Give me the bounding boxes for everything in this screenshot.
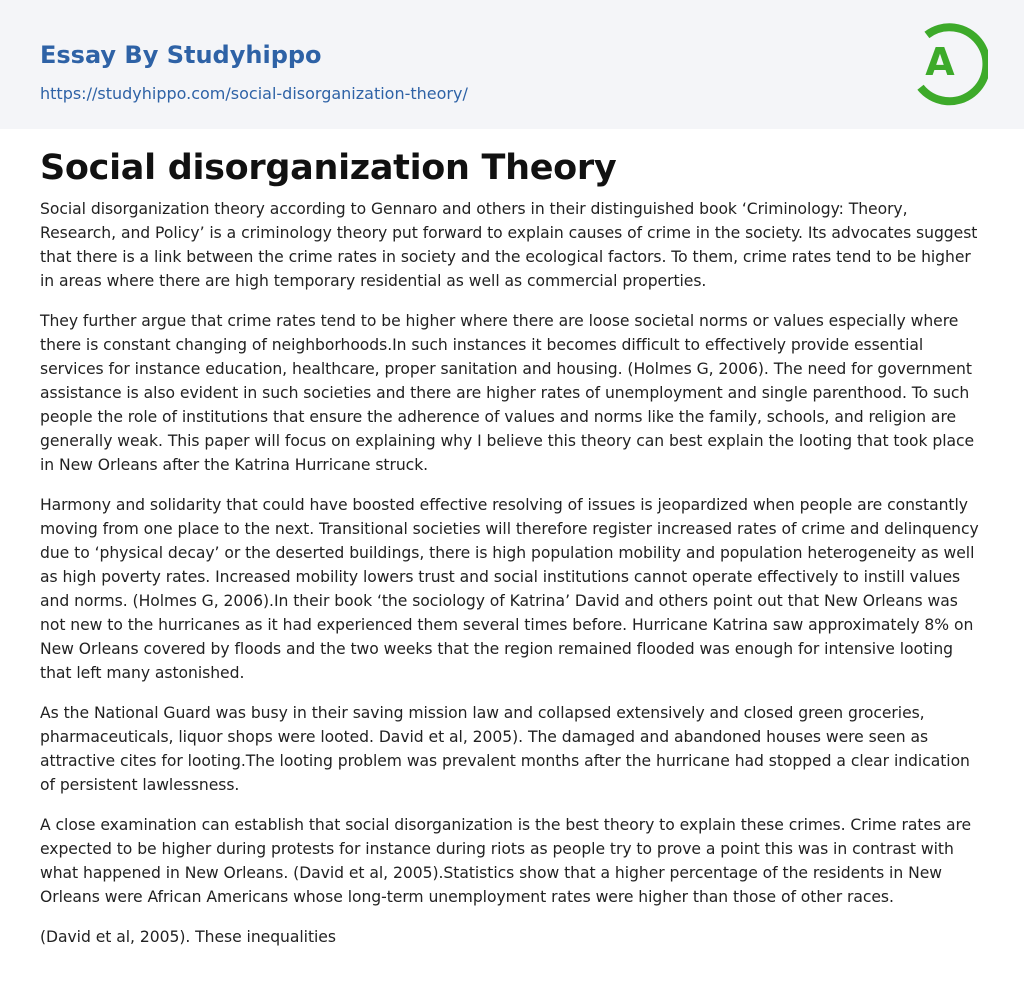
paragraph-6: (David et al, 2005). These inequalities bbox=[40, 928, 336, 946]
paragraph-5: A close examination can establish that social disorganization is the best theory to explain these crimes. Crime rates are expected to be higher during protests for instance during riots as people try to prove a point this was in contrast with what happened in New Orleans. (David et al, 2005).Statistics show that a higher percentage of the residents in New Orleans were African Americans whose long-term unemployment rates were higher than those of other races. bbox=[40, 816, 972, 906]
site-header bbox=[0, 0, 1024, 129]
article-url-link[interactable]: https://studyhippo.com/social-disorganization-theory/ bbox=[40, 84, 468, 103]
paragraph-1: Social disorganization theory according to Gennaro and others in their distinguished book ‘Criminology: Theory, Research, and Policy’ is a criminology theory put forward to explain causes of crime in the society. Its advocates suggest that there is a link between the crime rates in society and the ecological factors. To them, crime rates tend to be higher in areas where there are high temporary residential as well as commercial properties. bbox=[40, 200, 978, 290]
studyhippo-logo-icon bbox=[908, 18, 988, 106]
brand-title: Essay By Studyhippo bbox=[40, 41, 322, 69]
paragraph-4: As the National Guard was busy in their saving mission law and collapsed extensively and closed green groceries, pharmaceuticals, liquor shops were looted. David et al, 2005). The damaged and abandoned houses were seen as attractive cites for looting.The looting problem was prevalent months after the hurricane had stopped a clear indication of persistent lawlessness. bbox=[40, 704, 970, 794]
paragraph-3: Harmony and solidarity that could have boosted effective resolving of issues is jeopardized when people are constantly moving from one place to the next. Transitional societies will therefore register increased rates of crime and delinquency due to ‘physical decay’ or the deserted buildings, there is high population mobility and population heterogeneity as well as high poverty rates. Increased mobility lowers trust and social institutions cannot operate effectively to instill values and norms. (Holmes G, 2006).In their book ‘the sociology of Katrina’ David and others point out that New Orleans was not new to the hurricanes as it had experienced them several times before. Hurricane Katrina saw approximately 8% on New Orleans covered by floods and the two weeks that the region remained flooded was enough for intensive looting that left many astonished. bbox=[40, 496, 979, 682]
paragraph-2: They further argue that crime rates tend to be higher where there are loose societal norms or values especially where there is constant changing of neighborhoods.In such instances it becomes difficult to effectively provide essential services for instance education, healthcare, proper sanitation and housing. (Holmes G, 2006). The need for government assistance is also evident in such societies and there are higher rates of unemployment and single parenthood. To such people the role of institutions that ensure the adherence of values and norms like the family, schools, and religion are generally weak. This paper will focus on explaining why I believe this theory can best explain the looting that took place in New Orleans after the Katrina Hurricane struck. bbox=[40, 312, 975, 474]
article bbox=[0, 129, 1024, 949]
page-title: Social disorganization Theory bbox=[40, 148, 617, 188]
logo-letter: A bbox=[925, 40, 955, 84]
